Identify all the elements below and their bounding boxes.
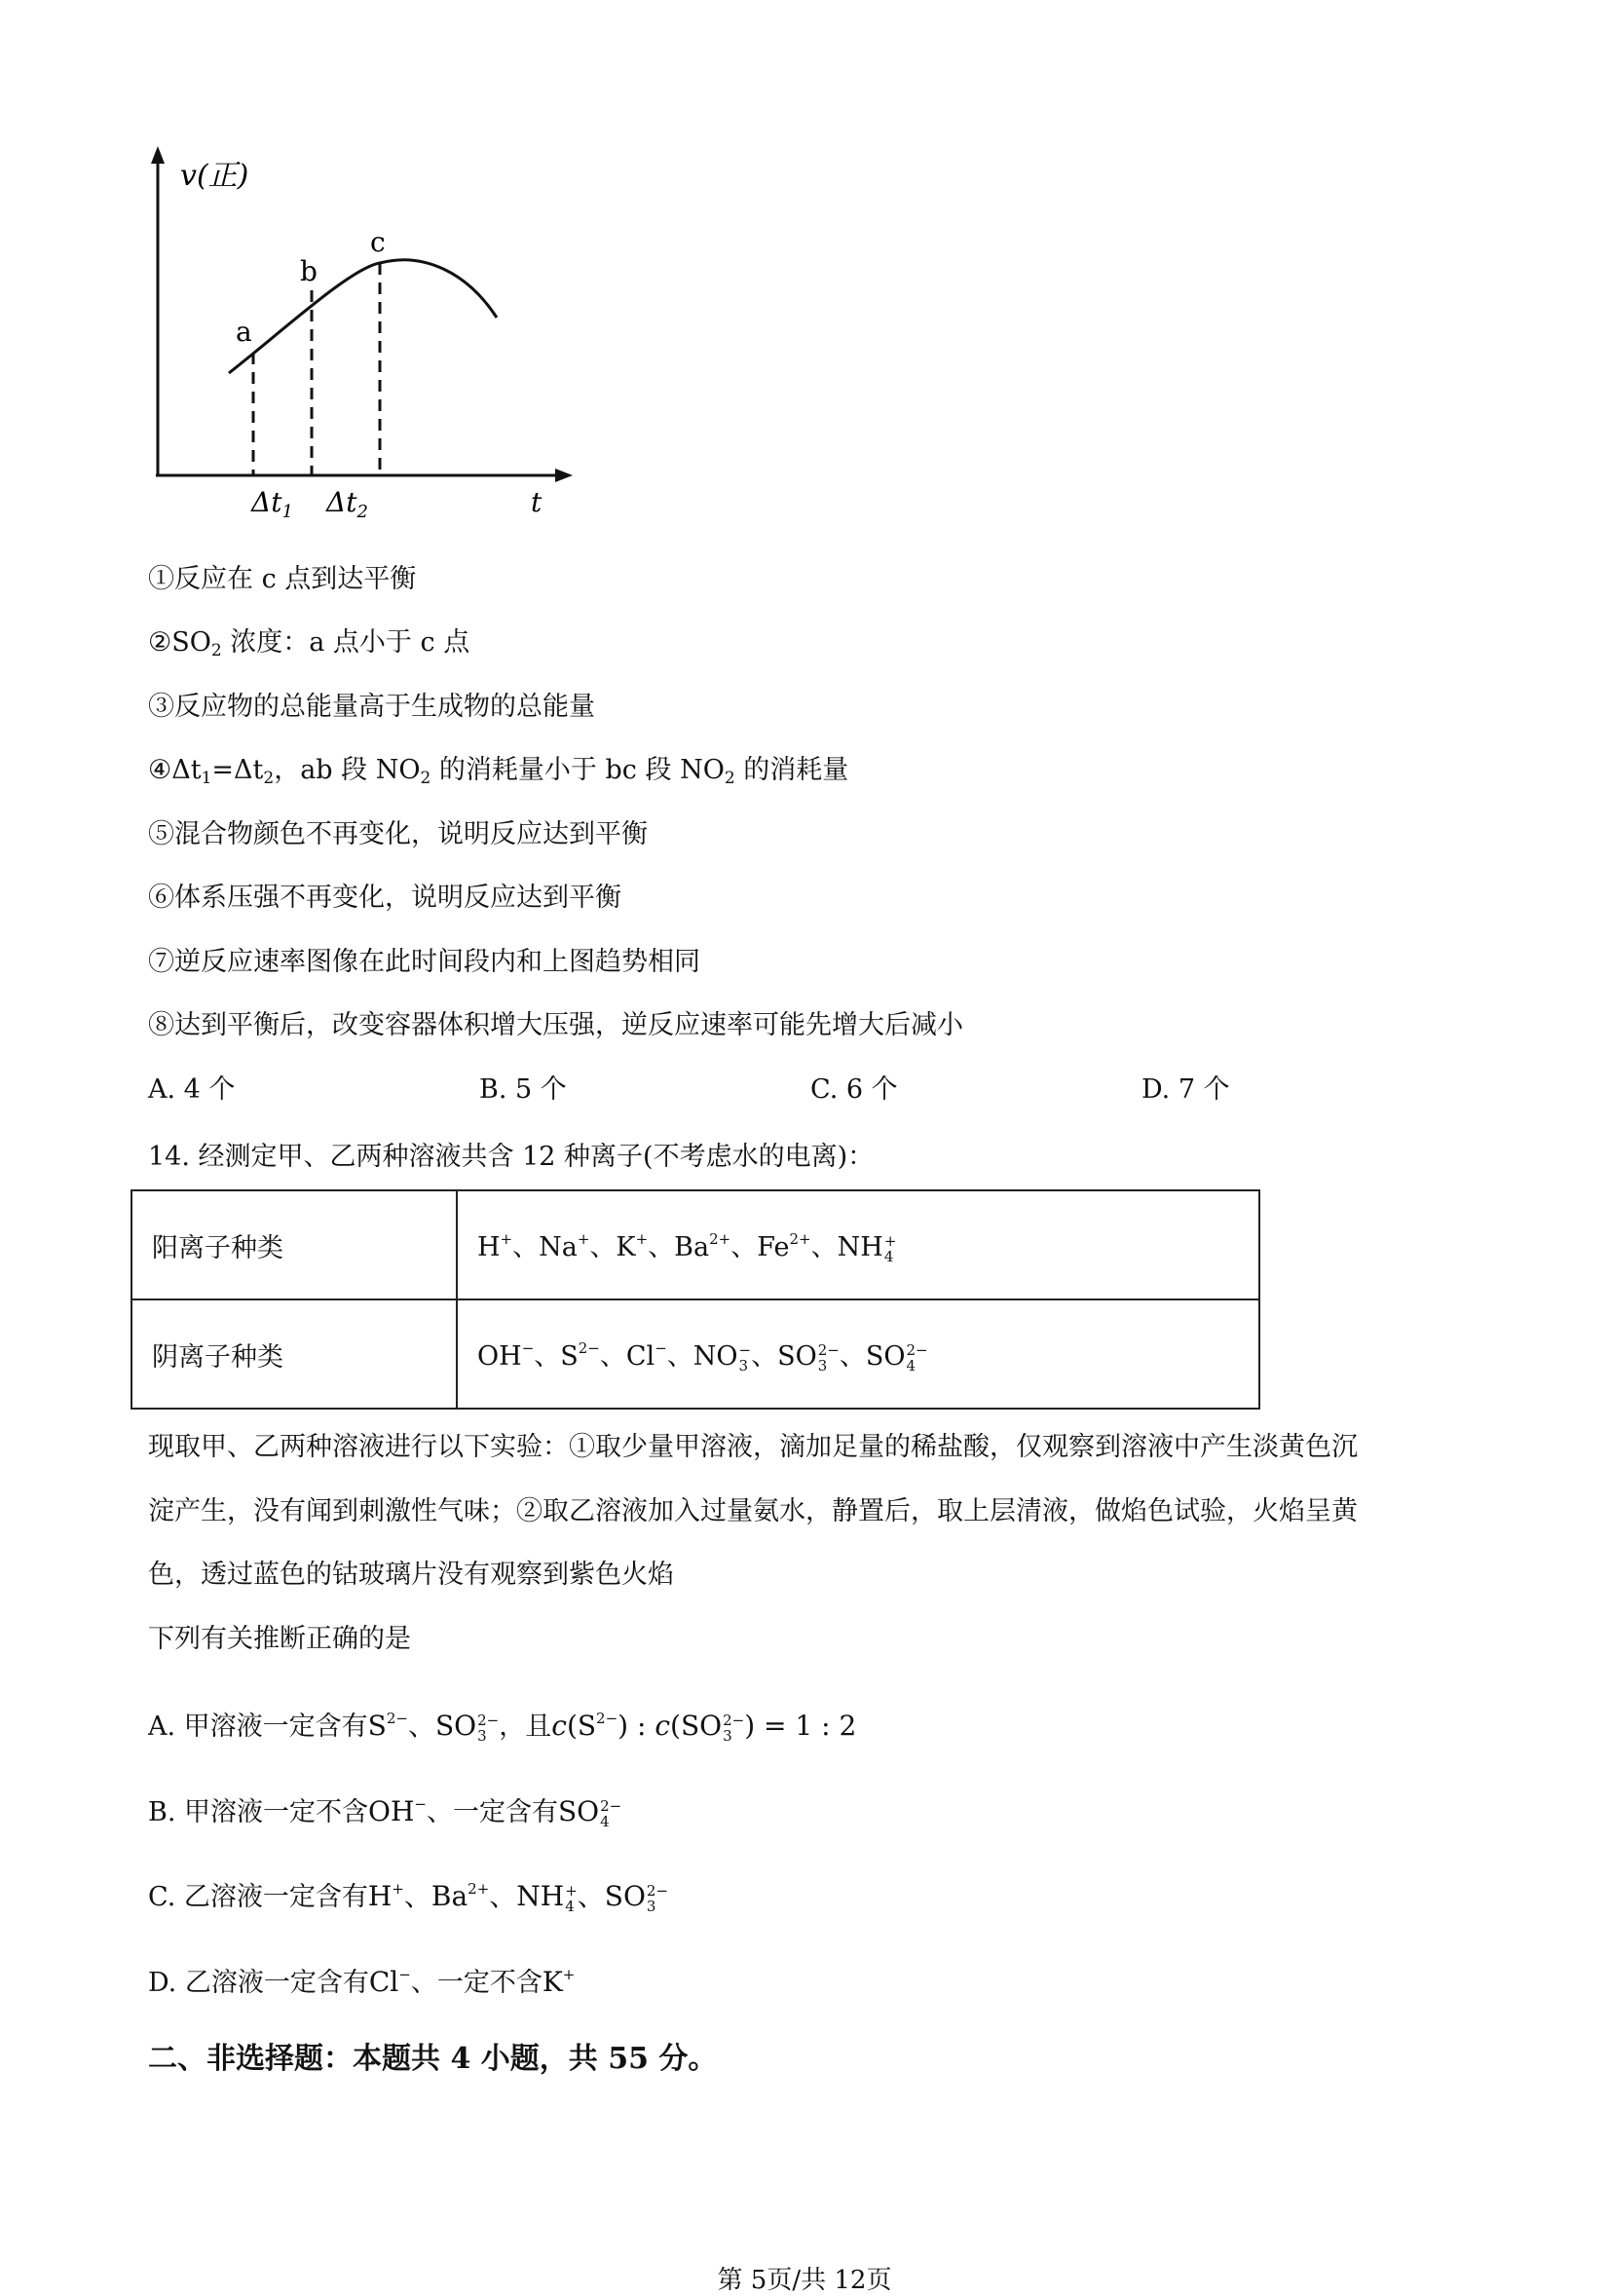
tick-label-dt2: $\Delta t_2$ [326, 486, 368, 522]
q13-option-a[interactable]: A. 4 个 [148, 1074, 236, 1105]
point-label-c: c [370, 226, 386, 258]
table-row-cations [131, 1190, 1259, 1299]
point-label-b: b [300, 255, 318, 287]
page-footer: 第 5页/共 12页 [717, 2266, 892, 2295]
x-axis-arrow [555, 469, 573, 482]
cation-list: H+、Na+、K+、$Ba^{2+}$、$Fe^{2+}$、NH + 4 [457, 1190, 1259, 1299]
point-label-a: a [236, 316, 252, 348]
q14-paragraph-line-1: 现取甲、乙两种溶液进行以下实验：①取少量甲溶液，滴加足量的稀盐酸，仅观察到溶液中产生淡黄色沉 [148, 1432, 1358, 1462]
q13-option-d[interactable]: D. 7 个 [1141, 1074, 1230, 1105]
q14-paragraph-line-3: 色，透过蓝色的钴玻璃片没有观察到紫色火焰 [148, 1560, 674, 1590]
cation-header: 阳离子种类 [131, 1190, 457, 1299]
statement-8: ⑧达到平衡后，改变容器体积增大压强，逆反应速率可能先增大后减小 [148, 1010, 963, 1040]
q13-option-b[interactable]: B. 5 个 [479, 1074, 567, 1105]
q14-option-d[interactable]: D. 乙溶液一定含有Cl−、一定不含K+ [148, 1966, 576, 1998]
anion-list: OH−、$S^{2-}$、Cl−、NO − 3 、SO 2− 3 、SO 2− 4 [457, 1299, 1259, 1409]
ion-table [131, 1189, 1260, 1410]
statement-4: $④\Delta t_1=\Delta t_2$，ab 段 $NO_2$ 的消耗量小于 bc 段 $NO_2$ 的消耗量 [148, 755, 849, 788]
statement-1: ①反应在 c 点到达平衡 [148, 564, 417, 594]
q14-option-c[interactable]: C. 乙溶液一定含有H+、$Ba^{2+}$、NH + 4 、SO 2− 3 [148, 1880, 669, 1915]
statement-7: ⑦逆反应速率图像在此时间段内和上图趋势相同 [148, 947, 700, 977]
q14-paragraph-line-2: 淀产生，没有闻到刺激性气味；②取乙溶液加入过量氨水，静置后，取上层清液，做焰色试验，火焰呈黄 [148, 1496, 1358, 1526]
statement-6: ⑥体系压强不再变化，说明反应达到平衡 [148, 883, 621, 913]
x-axis-label: t [531, 486, 543, 518]
statement-2: $②SO_2$ 浓度：a 点小于 c 点 [148, 627, 470, 660]
statement-3: ③反应物的总能量高于生成物的总能量 [148, 692, 595, 722]
section-title: 二、非选择题：本题共 4 小题，共 55 分。 [148, 2042, 718, 2076]
y-axis-label: v(正) [180, 159, 249, 193]
y-axis-arrow [151, 146, 165, 164]
q14-question: 下列有关推断正确的是 [148, 1624, 411, 1654]
q14-stem: 14. 经测定甲、乙两种溶液共含 12 种离子(不考虑水的电离)： [148, 1142, 875, 1172]
table-row-anions [131, 1299, 1259, 1409]
statement-5: ⑤混合物颜色不再变化，说明反应达到平衡 [148, 819, 648, 849]
anion-header: 阴离子种类 [131, 1299, 457, 1409]
rate-time-graph [127, 136, 594, 526]
rate-curve [229, 260, 497, 373]
tick-label-dt1: $\Delta t_1$ [251, 486, 293, 522]
q13-option-c[interactable]: C. 6 个 [810, 1074, 898, 1105]
q14-option-a[interactable]: A. 甲溶液一定含有$S^{2-}$、SO 2− 3 ，且$c(S^{2-})$ : c(SO 2− 3 ) = 1 : 2 [148, 1710, 857, 1745]
q14-option-b[interactable]: B. 甲溶液一定不含OH−、一定含有SO 2− 4 [148, 1795, 622, 1830]
